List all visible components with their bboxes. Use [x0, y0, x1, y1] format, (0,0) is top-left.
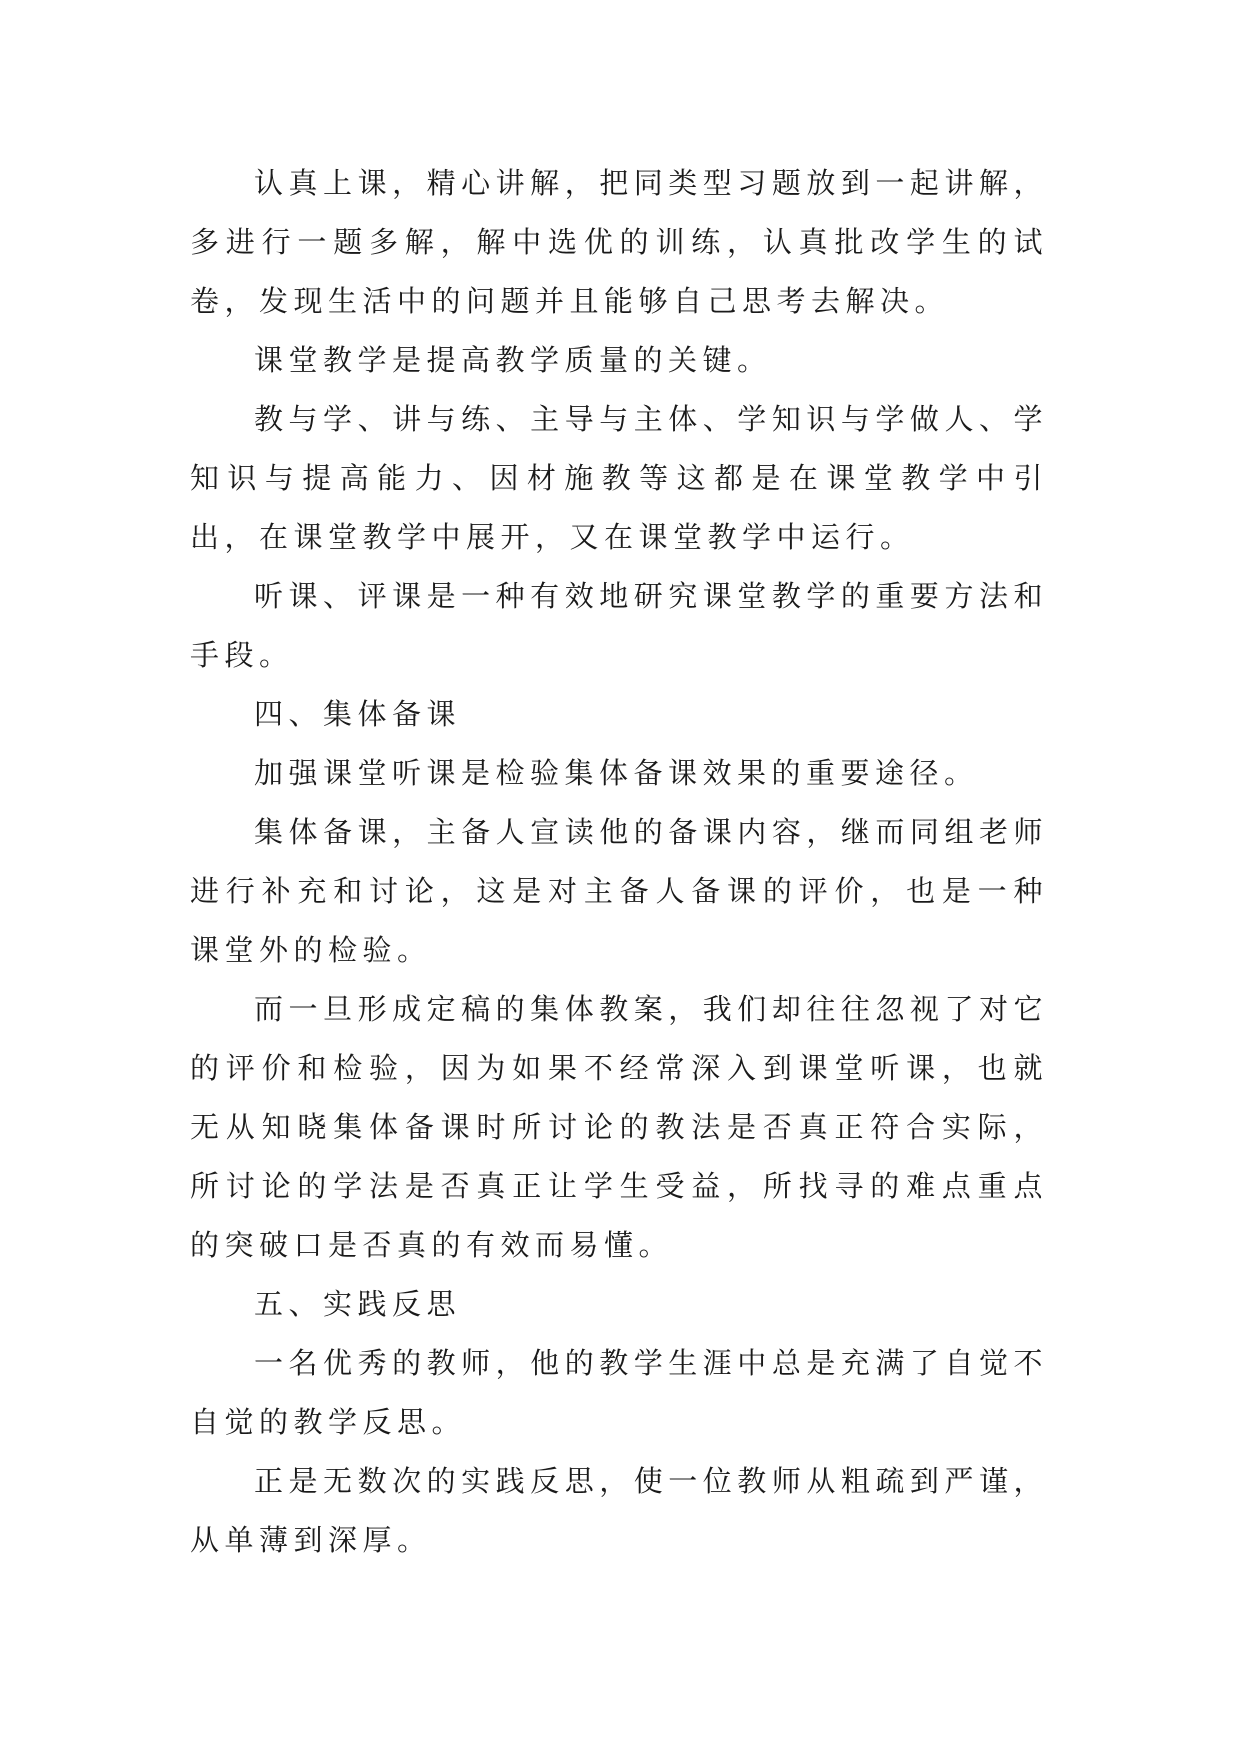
- paragraph: 而一旦形成定稿的集体教案，我们却往往忽视了对它的评价和检验，因为如果不经常深入到课堂听课，也就无从知晓集体备课时所讨论的教法是否真正符合实际，所讨论的学法是否真正让学生受益，所找寻的难点重点的突破口是否真的有效而易懂。: [190, 992, 1048, 1262]
- paragraph: 一名优秀的教师，他的教学生涯中总是充满了自觉不自觉的教学反思。: [190, 1346, 1048, 1439]
- paragraph: 教与学、讲与练、主导与主体、学知识与学做人、学知识与提高能力、因材施教等这都是在课堂教学中引出，在课堂教学中展开，又在课堂教学中运行。: [190, 402, 1048, 554]
- document-body: [190, 154, 1048, 1570]
- paragraph: 正是无数次的实践反思，使一位教师从粗疏到严谨，从单薄到深厚。: [190, 1464, 1048, 1557]
- paragraph: 加强课堂听课是检验集体备课效果的重要途径。: [254, 756, 979, 790]
- paragraph: 听课、评课是一种有效地研究课堂教学的重要方法和手段。: [190, 579, 1048, 672]
- paragraph: 认真上课，精心讲解，把同类型习题放到一起讲解，多进行一题多解，解中选优的训练，认真批改学生的试卷，发现生活中的问题并且能够自己思考去解决。: [190, 166, 1048, 318]
- section-heading: 五、实践反思: [254, 1287, 462, 1321]
- paragraph: 课堂教学是提高教学质量的关键。: [254, 343, 772, 377]
- section-heading: 四、集体备课: [254, 697, 462, 731]
- paragraph: 集体备课，主备人宣读他的备课内容，继而同组老师进行补充和讨论，这是对主备人备课的评价，也是一种课堂外的检验。: [190, 815, 1048, 967]
